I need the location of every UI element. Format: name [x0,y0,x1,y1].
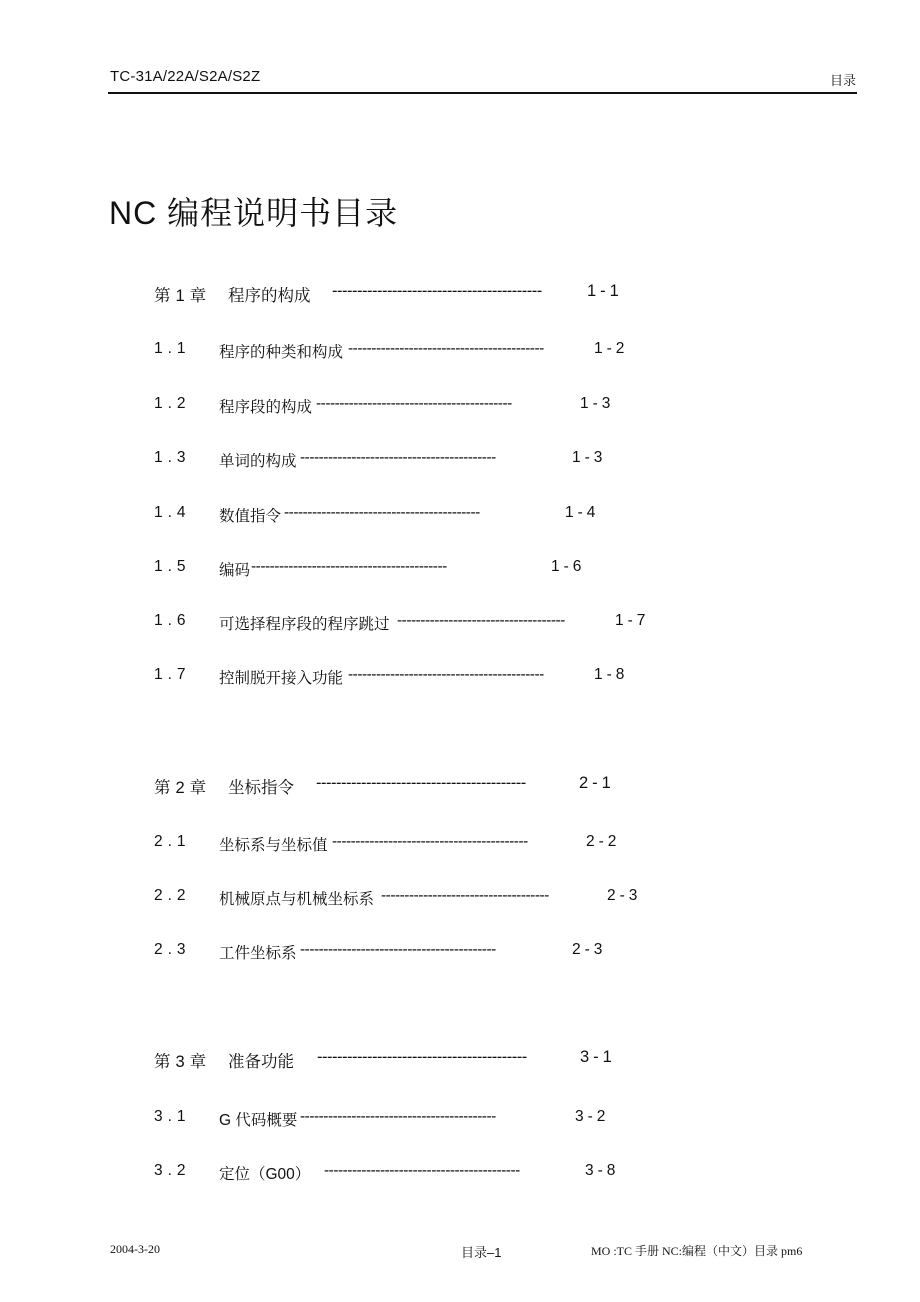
header-model: TC-31A/22A/S2A/S2Z [110,68,261,85]
toc-page: 2-2 [586,833,621,850]
toc-title: 程序的构成 [228,287,311,305]
footer-date: 2004-3-20 [110,1242,160,1256]
toc-page: 1-7 [615,612,650,629]
toc-leader: ------------------------------------------ [332,282,542,300]
toc-leader: ------------------------------------ [397,612,565,629]
toc-page: 1-1 [587,282,623,300]
page-title: NC 编程说明书目录 [109,195,399,231]
toc-leader: ------------------------------------------ [324,1162,520,1179]
toc-page: 1-6 [551,558,586,575]
toc-page: 1-3 [572,449,607,466]
toc-leader: ------------------------------------------ [316,774,526,792]
toc-number: 1.3 [154,449,191,466]
toc-leader: ------------------------------------ [381,887,549,904]
toc-number: 第3章 [154,1053,212,1071]
toc-title: 编码 [219,562,251,579]
toc-leader: ------------------------------------------ [284,504,480,521]
toc-title: 机械原点与机械坐标系 [219,891,375,908]
toc-title: 控制脱开接入功能 [219,670,344,687]
toc-title: 工件坐标系 [219,945,297,962]
toc-title: 单词的构成 [219,453,297,470]
toc-title: 坐标指令 [228,779,294,797]
toc-page: 2-3 [572,941,607,958]
toc-number: 1.1 [154,340,191,357]
toc-page: 1-2 [594,340,629,357]
toc-page: 2-3 [607,887,642,904]
toc-number: 2.1 [154,833,191,850]
toc-number: 3.1 [154,1108,191,1125]
toc-number: 1.2 [154,395,191,412]
toc-title: 可选择程序段的程序跳过 [219,616,390,633]
toc-leader: ------------------------------------------ [300,449,496,466]
toc-leader: ------------------------------------------ [300,1108,496,1125]
toc-page: 1-4 [565,504,600,521]
toc-number: 第1章 [154,287,212,305]
footer-page-number: 目录–1 [461,1245,502,1260]
toc-leader: ------------------------------------------ [348,666,544,683]
toc-page: 3-8 [585,1162,620,1179]
toc-page: 3-2 [575,1108,610,1125]
toc-title: 程序的种类和构成 [219,344,344,361]
toc-leader: ------------------------------------------ [317,1048,527,1066]
toc-page: 1-8 [594,666,629,683]
toc-number: 1.6 [154,612,191,629]
header-rule [108,92,857,94]
toc-number: 1.4 [154,504,191,521]
toc-title: 数值指令 [219,508,282,525]
toc-page: 3-1 [580,1048,616,1066]
toc-number: 2.3 [154,941,191,958]
toc-title: 坐标系与坐标值 [219,837,328,854]
toc-page: 2-1 [579,774,615,792]
toc-title: 定位（G00） [219,1166,311,1183]
toc-leader: ------------------------------------------ [332,833,528,850]
toc-leader: ------------------------------------------ [300,941,496,958]
toc-title: 准备功能 [228,1053,294,1071]
toc-number: 3.2 [154,1162,191,1179]
toc-leader: ------------------------------------------ [316,395,512,412]
toc-number: 1.7 [154,666,191,683]
toc-title: G 代码概要 [219,1112,298,1129]
toc-number: 第2章 [154,779,212,797]
header-section: 目录 [829,73,856,88]
toc-page: 1-3 [580,395,615,412]
toc-number: 1.5 [154,558,191,575]
toc-leader: ------------------------------------------ [251,558,447,575]
footer-file-name: MO :TC 手册 NC:编程（中文）目录 pm6 [591,1244,803,1258]
toc-number: 2.2 [154,887,191,904]
toc-leader: ------------------------------------------ [348,340,544,357]
toc-title: 程序段的构成 [219,399,313,416]
